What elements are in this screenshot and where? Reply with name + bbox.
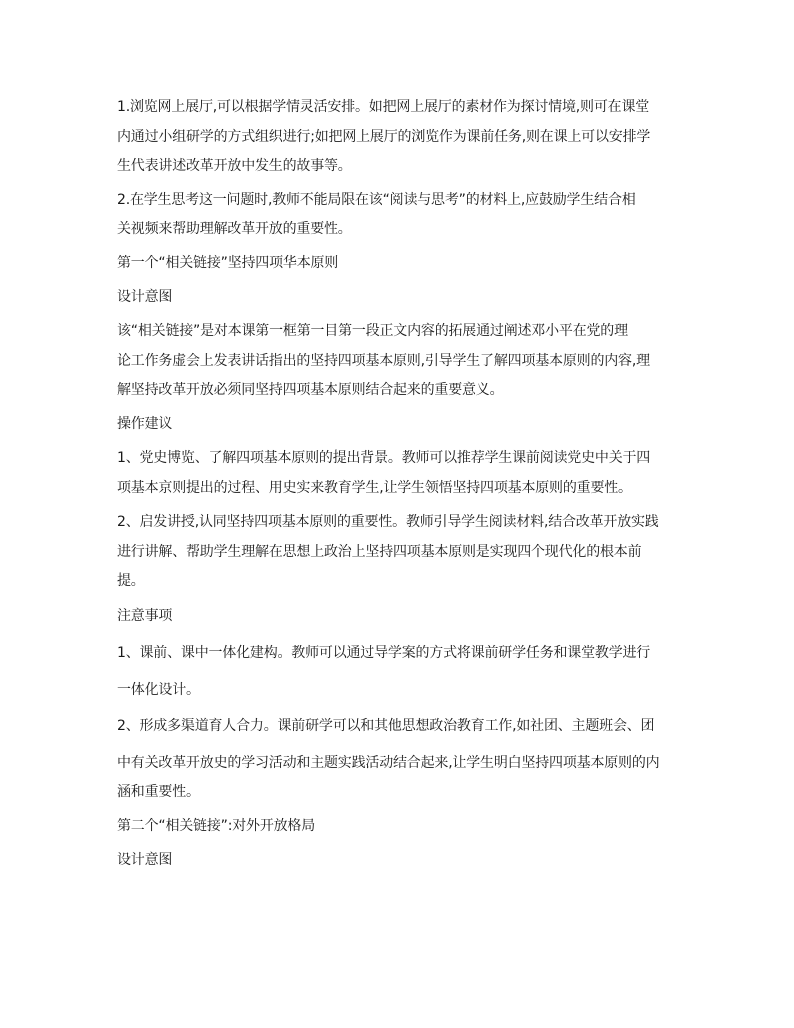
- para-6-line-1: 1、课前、课中一体化建构。教师可以通过导学案的方式将课前研学任务和课堂教学进行: [117, 645, 651, 661]
- heading-design-intent-1: 设计意图: [117, 289, 173, 305]
- para-2-line-2: 关视频来帮助理解改革开放的重要性。: [117, 221, 352, 237]
- para-4-line-1: 1、党史博览、了解四项基本原则的提出背景。教师可以推荐学生课前阅读党史中关于四: [117, 450, 651, 466]
- para-3-line-3: 解坚持改革开放必须同坚持四项基本原则结合起来的重要意义。: [117, 382, 504, 398]
- heading-operation: 操作建议: [117, 416, 173, 432]
- para-1-line-3: 生代表讲述改革开放中发生的故事等。: [117, 158, 352, 174]
- heading-related-link-1: 第一个“相关链接”坚持四项华本原则: [117, 255, 339, 271]
- heading-notes: 注意事项: [117, 608, 173, 624]
- para-7-line-2: 中有关改革开放史的学习活动和主题实践活动结合起来,让学生明白坚持四项基本原则的内: [117, 755, 660, 771]
- para-4-line-2: 项基本京则提出的过程、用史实来教育学生,让学生领悟坚持四项基本原则的重要性。: [117, 480, 632, 496]
- para-3-line-1: 该“相关链接”是对本课第一框第一目第一段正文内容的拓展通过阐述邓小平在党的理: [117, 323, 628, 339]
- para-1-line-2: 内通过小组研学的方式组织进行;如把网上展厅的浏览作为课前任务,则在课上可以安排学: [117, 129, 651, 145]
- para-7-line-3: 涵和重要性。: [117, 784, 200, 800]
- para-5-line-1: 2、启发讲授,认同坚持四项基本原则的重要性。教师引导学生阅读材料,结合改革开放实践: [117, 514, 659, 530]
- para-3-line-2: 论工作务虚会上发表讲话指出的坚持四项基本原则,引导学生了解四项基本原则的内容,理: [117, 353, 650, 369]
- para-5-line-3: 提。: [117, 573, 145, 589]
- para-1-line-1: 1.浏览网上展厅,可以根据学情灵活安排。如把网上展厅的素材作为探讨情境,则可在课堂: [117, 99, 650, 115]
- para-6-line-2: 一体化设计。: [117, 682, 200, 698]
- para-2-line-1: 2.在学生思考这一问题时,教师不能局限在该“阅读与思考”的材料上,应鼓励学生结合相: [117, 192, 636, 208]
- para-7-line-1: 2、形成多渠道育人合力。课前研学可以和其他思想政治教育工作,如社团、主题班会、团: [117, 718, 655, 734]
- heading-design-intent-2: 设计意图: [117, 852, 173, 868]
- para-5-line-2: 进行讲解、帮助学生理解在思想上政治上坚持四项基本原则是实现四个现代化的根本前: [117, 544, 642, 560]
- heading-related-link-2: 第二个“相关链接”:对外开放格局: [117, 818, 316, 834]
